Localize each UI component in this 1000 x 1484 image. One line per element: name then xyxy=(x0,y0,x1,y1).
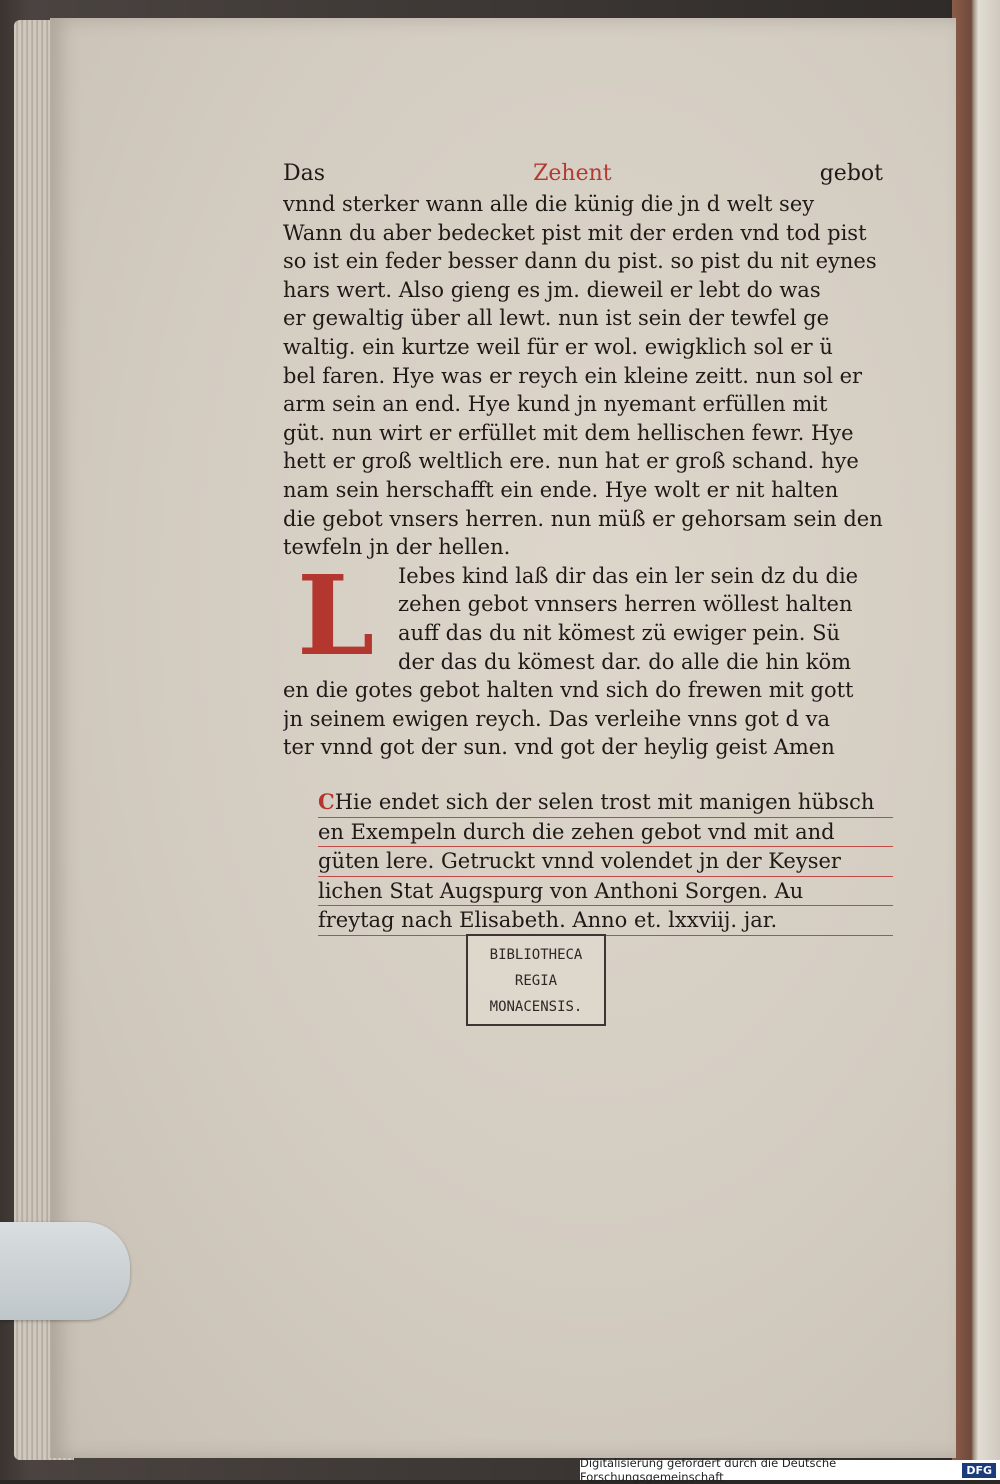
page-holder-tab xyxy=(0,1222,130,1320)
funding-footer xyxy=(580,1456,1000,1484)
colophon-text: Hie endet sich der selen trost mit manigen hübsch xyxy=(334,790,875,814)
text-line: die gebot vnsers herren. nun müß er gehorsam sein den xyxy=(283,506,883,531)
colophon-line: freytag nach Elisabeth. Anno et. lxxviij. jar. xyxy=(318,906,893,936)
text-line: Iebes kind laß dir das ein ler sein dz du die xyxy=(398,563,859,588)
text-line: Wann du aber bedecket pist mit der erden vnd tod pist xyxy=(283,220,867,245)
text-line: vnnd sterker wann alle die künig die jn d welt sey xyxy=(283,192,815,216)
text-line: waltig. ein kurtze weil für er wol. ewigklich sol er ü xyxy=(283,334,833,359)
text-line: hars wert. Also gieng es jm. dieweil er lebt do was xyxy=(283,277,821,302)
stamp-line: BIBLIOTHECA xyxy=(489,947,583,963)
colophon-line: en Exempeln durch die zehen gebot vnd mit and xyxy=(318,818,893,848)
text-line: tewfeln jn der hellen. xyxy=(283,535,511,560)
heading-right: gebot xyxy=(819,161,883,186)
text-line: hett er groß weltlich ere. nun hat er groß schand. hye xyxy=(283,449,859,474)
main-text-block xyxy=(283,160,883,762)
text-line: arm sein an end. Hye kund jn nyemant erfüllen mit xyxy=(283,392,828,417)
heading-center: Zehent xyxy=(533,161,612,186)
colophon xyxy=(318,788,893,936)
text-line: er gewaltig über all lewt. nun ist sein der tewfel ge xyxy=(283,306,830,331)
heading-left: Das xyxy=(283,161,326,186)
text-line: jn seinem ewigen reych. Das verleihe vnns got d va xyxy=(283,706,831,731)
text-line: der das du kömest dar. do alle die hin köm xyxy=(398,649,852,674)
text-line: so ist ein feder besser dann du pist. so pist du nit eynes xyxy=(283,249,877,274)
text-line: zehen gebot vnnsers herren wöllest halten xyxy=(398,592,853,617)
book-cover-edge xyxy=(952,0,1000,1460)
footer-text: Digitalisierung gefördert durch die Deutsche Forschungsgemeinschaft xyxy=(580,1456,837,1484)
library-stamp xyxy=(466,934,606,1026)
running-heading xyxy=(283,160,883,190)
text-line: auff das du nit kömest zü ewiger pein. Sü xyxy=(398,620,840,645)
stamp-line: MONACENSIS. xyxy=(489,999,583,1015)
text-line: güt. nun wirt er erfüllet mit dem hellischen fewr. Hye xyxy=(283,420,854,445)
text-line: nam sein herschafft ein ende. Hye wolt er nit halten xyxy=(283,477,839,502)
colophon-line: güten lere. Getruckt vnnd volendet jn der Keyser xyxy=(318,847,893,877)
text-line: bel faren. Hye was er reych ein kleine zeitt. nun sol er xyxy=(283,363,863,388)
text-line: ter vnnd got der sun. vnd got der heylig geist Amen xyxy=(283,735,835,760)
text-line: en die gotes gebot halten vnd sich do frewen mit gott xyxy=(283,678,854,703)
colophon-line: lichen Stat Augspurg von Anthoni Sorgen. Au xyxy=(318,877,893,907)
colophon-line xyxy=(318,788,893,818)
stamp-line: REGIA xyxy=(514,973,558,989)
dfg-logo: DFG xyxy=(962,1463,996,1478)
pilcrow-icon: C xyxy=(318,789,335,814)
paragraph-two xyxy=(283,550,883,762)
rubricated-initial: L xyxy=(297,550,375,680)
